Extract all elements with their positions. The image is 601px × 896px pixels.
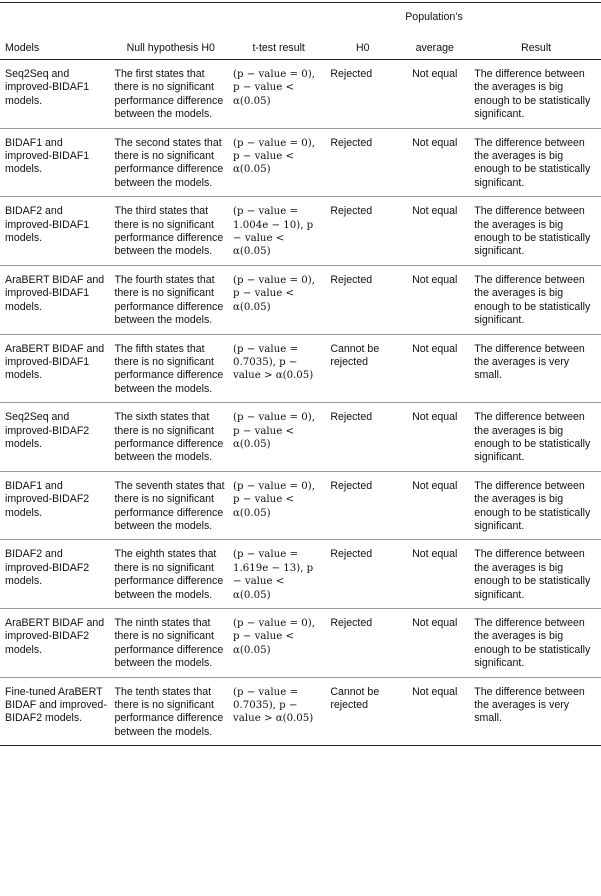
cell-null-hypothesis: The seventh states that there is no significant performance difference between the models. (111, 471, 230, 540)
cell-h0-decision: Rejected (327, 403, 398, 472)
cell-models: Fine-tuned AraBERT BIDAF and improved-BIDAF2 models. (0, 677, 111, 746)
header-population-line1: Population’s (405, 11, 463, 23)
cell-h0-decision: Cannot be rejected (327, 334, 398, 403)
table-header-row (0, 31, 601, 60)
cell-models: BIDAF1 and improved-BIDAF1 models. (0, 128, 111, 197)
table-row (0, 60, 601, 129)
cell-null-hypothesis: The sixth states that there is no significant performance difference between the models. (111, 403, 230, 472)
cell-h0-decision: Cannot be rejected (327, 677, 398, 746)
header-ttest: t-test result (230, 31, 327, 60)
cell-population-average: Not equal (398, 197, 471, 266)
cell-null-hypothesis: The first states that there is no significant performance difference between the models. (111, 60, 230, 129)
cell-population-average: Not equal (398, 677, 471, 746)
cell-population-average: Not equal (398, 609, 471, 678)
cell-ttest-result: (p − value = 0), p − value < α(0.05) (230, 471, 327, 540)
cell-population-average: Not equal (398, 403, 471, 472)
ttest-results-table (0, 2, 601, 746)
cell-population-average: Not equal (398, 540, 471, 609)
header-null-hypothesis: Null hypothesis H0 (111, 31, 230, 60)
cell-result: The difference between the averages is very small. (471, 677, 601, 746)
cell-ttest-result: (p − value = 0), p − value < α(0.05) (230, 403, 327, 472)
cell-result: The difference between the averages is big enough to be statistically significant. (471, 197, 601, 266)
table-row (0, 403, 601, 472)
cell-population-average: Not equal (398, 334, 471, 403)
cell-null-hypothesis: The tenth states that there is no significant performance difference between the models. (111, 677, 230, 746)
cell-result: The difference between the averages is big enough to be statistically significant. (471, 540, 601, 609)
header-population-average: average (398, 31, 471, 60)
cell-h0-decision: Rejected (327, 471, 398, 540)
cell-result: The difference between the averages is big enough to be statistically significant. (471, 471, 601, 540)
cell-null-hypothesis: The ninth states that there is no significant performance difference between the models. (111, 609, 230, 678)
cell-ttest-result: (p − value = 0), p − value < α(0.05) (230, 128, 327, 197)
cell-population-average: Not equal (398, 265, 471, 334)
cell-models: AraBERT BIDAF and improved-BIDAF1 models. (0, 265, 111, 334)
cell-null-hypothesis: The second states that there is no significant performance difference between the models. (111, 128, 230, 197)
cell-null-hypothesis: The eighth states that there is no significant performance difference between the models. (111, 540, 230, 609)
cell-models: BIDAF2 and improved-BIDAF2 models. (0, 540, 111, 609)
cell-models: Seq2Seq and improved-BIDAF1 models. (0, 60, 111, 129)
cell-result: The difference between the averages is big enough to be statistically significant. (471, 60, 601, 129)
cell-ttest-result: (p − value = 0.7035), p − value > α(0.05) (230, 334, 327, 403)
cell-ttest-result: (p − value = 0), p − value < α(0.05) (230, 60, 327, 129)
cell-h0-decision: Rejected (327, 197, 398, 266)
cell-ttest-result: (p − value = 0), p − value < α(0.05) (230, 609, 327, 678)
table-body (0, 60, 601, 746)
cell-null-hypothesis: The fourth states that there is no significant performance difference between the models. (111, 265, 230, 334)
table-row (0, 197, 601, 266)
cell-population-average: Not equal (398, 471, 471, 540)
cell-h0-decision: Rejected (327, 265, 398, 334)
cell-models: Seq2Seq and improved-BIDAF2 models. (0, 403, 111, 472)
cell-h0-decision: Rejected (327, 540, 398, 609)
cell-null-hypothesis: The third states that there is no significant performance difference between the models. (111, 197, 230, 266)
cell-models: AraBERT BIDAF and improved-BIDAF1 models. (0, 334, 111, 403)
cell-ttest-result: (p − value = 1.004e − 10), p − value < α(0.05) (230, 197, 327, 266)
header-result: Result (471, 31, 601, 60)
cell-models: BIDAF2 and improved-BIDAF1 models. (0, 197, 111, 266)
table-row (0, 265, 601, 334)
cell-population-average: Not equal (398, 128, 471, 197)
cell-result: The difference between the averages is big enough to be statistically significant. (471, 265, 601, 334)
cell-models: AraBERT BIDAF and improved-BIDAF2 models. (0, 609, 111, 678)
table-row (0, 609, 601, 678)
cell-ttest-result: (p − value = 1.619e − 13), p − value < α(0.05) (230, 540, 327, 609)
cell-ttest-result: (p − value = 0), p − value < α(0.05) (230, 265, 327, 334)
header-h0: H0 (327, 31, 398, 60)
table-row (0, 471, 601, 540)
cell-population-average: Not equal (398, 60, 471, 129)
header-models: Models (0, 31, 111, 60)
table-row (0, 677, 601, 746)
cell-h0-decision: Rejected (327, 609, 398, 678)
cell-result: The difference between the averages is big enough to be statistically significant. (471, 403, 601, 472)
cell-h0-decision: Rejected (327, 60, 398, 129)
cell-result: The difference between the averages is big enough to be statistically significant. (471, 128, 601, 197)
table-row (0, 540, 601, 609)
cell-null-hypothesis: The fifth states that there is no significant performance difference between the models. (111, 334, 230, 403)
cell-ttest-result: (p − value = 0.7035), p − value > α(0.05) (230, 677, 327, 746)
table-row (0, 334, 601, 403)
cell-result: The difference between the averages is big enough to be statistically significant. (471, 609, 601, 678)
table-row (0, 128, 601, 197)
cell-result: The difference between the averages is very small. (471, 334, 601, 403)
cell-models: BIDAF1 and improved-BIDAF2 models. (0, 471, 111, 540)
cell-h0-decision: Rejected (327, 128, 398, 197)
